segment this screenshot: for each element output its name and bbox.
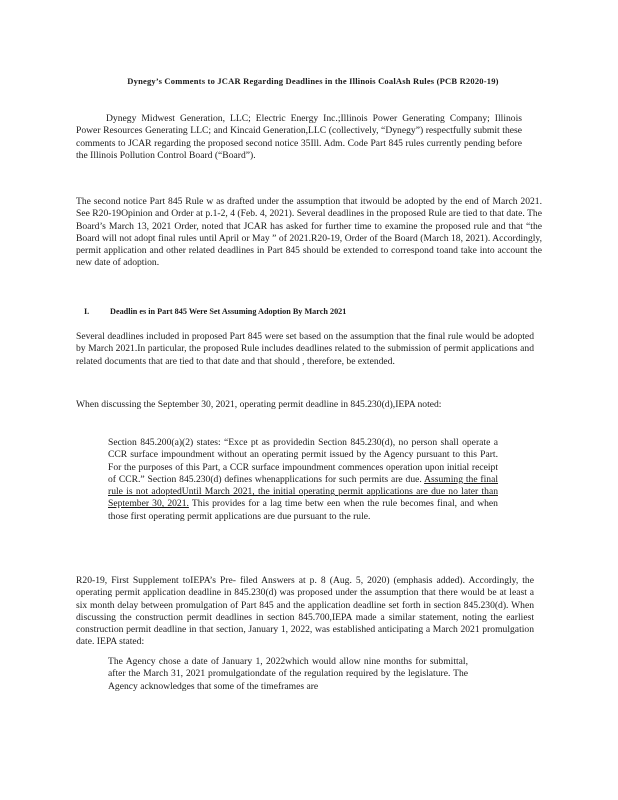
section-heading — [84, 306, 514, 318]
section-number: I. — [84, 307, 90, 316]
block-quote-agency: The Agency chose a date of January 1, 2022which would allow nine months for submittal, after the March 31, 2021 promulgationdate of the regulation required by the legislature. The Agency acknowledges that some of the timeframes are — [108, 656, 468, 692]
quote-text: Section 845.200(a)(2) states: “Exce pt as providedin Section 845.230(d), no person shall operate a CCR surface impoundment without an operating permit issued by the Agency pursuant to this Part. For the purposes of this Part, a CCR surface impoundment commences operation upon initial receipt of CCR.” Section 845.230(d) defines whenapplications for such permits are due. — [108, 437, 498, 485]
document-title: Dynegy’s Comments to JCAR Regarding Deadlines in the Illinois CoalAsh Rules (PCB R2020-19) — [127, 76, 499, 86]
supplement-paragraph: R20-19, First Supplement toIEPA’s Pre- filed Answers at p. 8 (Aug. 5, 2020) (emphasis added). Accordingly, the operating permit application deadline in 845.230(d) was proposed under the assumption that there would be at least a six month delay between promulgation of Part 845 and the application deadline set forth in section 845.230(d). When discussing the construction permit deadlines in section 845.700,IEPA made a similar statement, noting the earliest construction permit deadline in that section, January 1, 2022, was established anticipating a March 2021 promulgation date. IEPA stated: — [76, 575, 534, 648]
quote-text-tail: This provides for a lag time betw een when the rule becomes final, and when those first operating permit applications are due pursuant to the rule. — [108, 498, 498, 522]
quote-emphasis-underlined: Assuming the final rule is not adoptedUntil March 2021, the initial operating permit applications are due no later than September 30, 2021. — [108, 473, 499, 510]
intro-paragraph: Dynegy Midwest Generation, LLC; Electric Energy Inc.;Illinois Power Generating Company; Illinois Power Resources Generating LLC; and Kincaid Generation,LLC (collectively, “Dynegy”) respectfully submit these comments to JCAR regarding the proposed second notice 35Ill. Adm. Code Part 845 rules currently pending before the Illinois Pollution Control Board (“Board”). — [76, 113, 522, 161]
section-heading-text: Deadlin es in Part 845 Were Set Assuming Adoption By March 2021 — [110, 307, 347, 316]
deadlines-paragraph: Several deadlines included in proposed Part 845 were set based on the assumption that the final rule would be adopted by March 2021.In particular, the proposed Rule includes deadlines related to the submission of permit applications and related documents that are tied to that date and that should , therefore, be extended. — [76, 331, 534, 367]
second-notice-paragraph: The second notice Part 845 Rule w as drafted under the assumption that itwould be adopted by the end of March 2021. See R20-19Opinion and Order at p.1-2, 4 (Feb. 4, 2021). Several deadlines in the proposed Rule are tied to that date. The Board’s March 13, 2021 Order, noted that JCAR has asked for further time to examine the proposed rule and that “the Board will not adopt final rules until April or May ” of 2021.R20-19, Order of the Board (March 18, 2021). Accordingly, permit application and other related deadlines in Part 845 should be extended to correspond toand take into account the new date of adoption. — [76, 196, 542, 269]
operating-permit-paragraph: When discussing the September 30, 2021, operating permit deadline in 845.230(d),IEPA noted: — [76, 399, 442, 410]
block-quote-operating-permit — [108, 437, 498, 523]
